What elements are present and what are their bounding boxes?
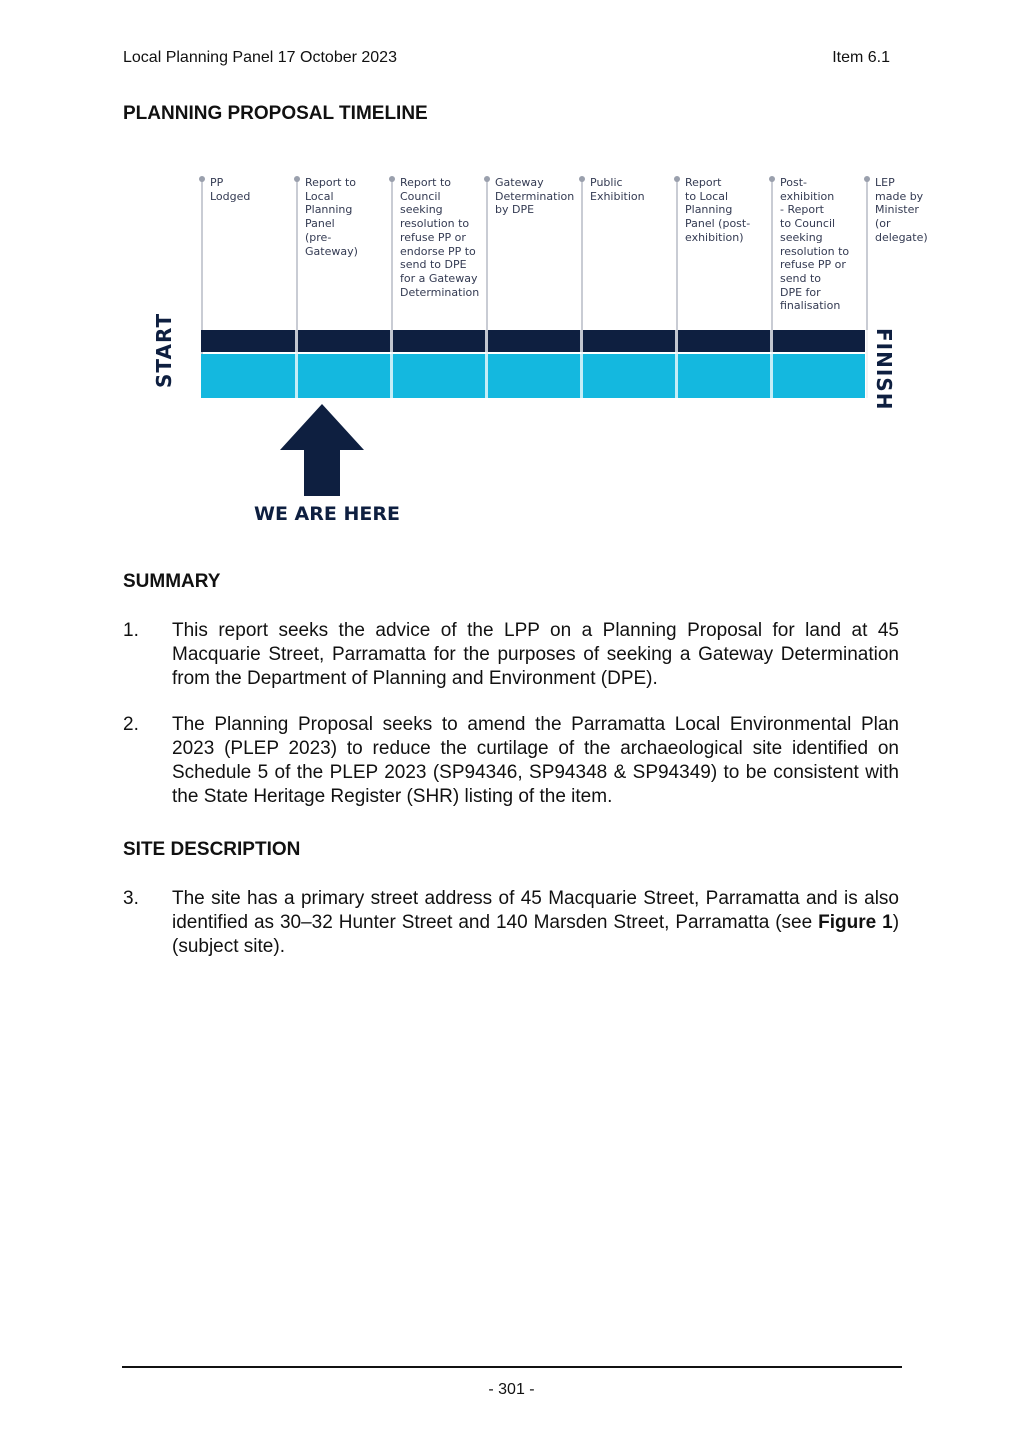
item-text-after: ) (subject site). xyxy=(172,912,900,957)
stage-label-line: refuse PP or xyxy=(780,258,846,272)
timeline-segment-divider xyxy=(770,330,773,398)
summary-title: SUMMARY xyxy=(123,571,221,592)
timeline-stage-label xyxy=(685,176,771,245)
item-text xyxy=(172,887,899,959)
we-are-here-label: WE ARE HERE xyxy=(254,503,400,525)
timeline-stage-label xyxy=(875,176,961,245)
stage-label-line: Lodged xyxy=(210,189,251,203)
stage-label-line: to Local xyxy=(685,189,729,203)
timeline-bar-dark xyxy=(201,330,865,352)
figure-reference: Figure 1 xyxy=(818,912,893,933)
page-number: - 301 - xyxy=(488,1381,535,1398)
stage-label-line: made by xyxy=(875,189,924,203)
stage-label-line: seeking xyxy=(400,203,443,217)
timeline-stage-label xyxy=(305,176,391,258)
stage-label-line: Exhibition xyxy=(590,189,645,203)
timeline-stage-label xyxy=(400,176,486,299)
stage-pin-head xyxy=(294,176,300,182)
summary-item-1 xyxy=(123,619,899,691)
stage-label-line: PP xyxy=(210,176,224,189)
stage-label-line: by DPE xyxy=(495,203,535,217)
footer-rule xyxy=(122,1366,902,1368)
stage-label-line: Determination xyxy=(495,189,575,203)
timeline-stage-label xyxy=(780,176,866,313)
stage-label-line: (or xyxy=(875,217,891,231)
stage-pin-head xyxy=(484,176,490,182)
stage-label-line: Minister xyxy=(875,203,919,217)
stage-label-line: resolution to xyxy=(780,244,850,258)
stage-label-line: seeking xyxy=(780,230,823,244)
stage-label-line: Report xyxy=(685,176,722,189)
stage-label-line: Post- xyxy=(780,176,807,189)
stage-pin-head xyxy=(389,176,395,182)
item-number: 1. xyxy=(123,620,139,641)
timeline-segment-divider xyxy=(295,330,298,398)
stage-label-line: Public xyxy=(590,176,623,189)
item-text: This report seeks the advice of the LPP on a Planning Proposal for land at 45 Macquarie Street, Parramatta for the purposes of seeking a Gateway Determination from the Department of Planning and Environment (DPE). xyxy=(172,620,899,689)
stage-label-line: (pre- xyxy=(305,230,332,244)
stage-label-line: - Report xyxy=(780,203,824,217)
stage-label-line: Panel (post- xyxy=(685,217,751,231)
site-description-item-3 xyxy=(123,887,899,959)
stage-label-line: Gateway) xyxy=(305,244,358,258)
timeline-title: PLANNING PROPOSAL TIMELINE xyxy=(123,103,428,124)
stage-label-line: Local xyxy=(305,189,334,203)
stage-label-line: refuse PP or xyxy=(400,230,466,244)
stage-label-line: finalisation xyxy=(780,299,841,313)
item-number: 2. xyxy=(123,714,139,735)
stage-label-line: exhibition) xyxy=(685,230,744,244)
timeline-segment-divider xyxy=(485,330,488,398)
timeline-stage-label xyxy=(495,176,581,217)
stage-label-line: Report to xyxy=(400,176,452,189)
stage-label-line: Planning xyxy=(685,203,733,217)
item-number: 3. xyxy=(123,888,139,909)
timeline-bar-cyan xyxy=(201,354,865,398)
timeline-stage-label xyxy=(210,176,296,203)
stage-label-line: to Council xyxy=(780,217,836,231)
planning-timeline xyxy=(0,160,1023,540)
summary-item-2 xyxy=(123,713,899,809)
site-description-title: SITE DESCRIPTION xyxy=(123,839,301,860)
finish-label: FINISH xyxy=(872,328,896,411)
stage-label-line: Gateway xyxy=(495,176,544,189)
timeline-stage-label xyxy=(590,176,676,203)
timeline-segment-divider xyxy=(580,330,583,398)
stage-label-line: Determination xyxy=(400,285,480,299)
stage-label-line: send to xyxy=(780,271,821,285)
stage-label-line: delegate) xyxy=(875,230,928,244)
stage-label-line: for a Gateway xyxy=(400,271,478,285)
timeline-segment-divider xyxy=(390,330,393,398)
stage-label-line: Council xyxy=(400,189,441,203)
stage-label-line: Panel xyxy=(305,217,335,231)
item-text: The Planning Proposal seeks to amend the Parramatta Local Environmental Plan 2023 (PLEP 2023) to reduce the curtilage of the archaeological site identified on Schedule 5 of the PLEP 2023 (SP94346, SP94348 & SP94349) to be consistent with the State Heritage Register (SHR) listing of the item. xyxy=(172,714,899,807)
stage-label-line: Planning xyxy=(305,203,353,217)
we-are-here-arrow-icon xyxy=(280,404,364,496)
stage-pin-head xyxy=(199,176,205,182)
header-meeting: Local Planning Panel 17 October 2023 xyxy=(123,49,397,66)
stage-label-line: Report to xyxy=(305,176,357,189)
stage-label-line: exhibition xyxy=(780,189,835,203)
stage-pin-head xyxy=(769,176,775,182)
stage-pin-head xyxy=(579,176,585,182)
stage-pin-head xyxy=(674,176,680,182)
stage-label-line: LEP xyxy=(875,176,895,189)
item-text-before: The site has a primary street address of 45 Macquarie Street, Parramatta and is also identified as 30–32 Hunter Street and 140 Marsden Street, Parramatta (see xyxy=(172,888,899,933)
header-item-number: Item 6.1 xyxy=(832,49,890,66)
stage-label-line: send to DPE xyxy=(400,258,467,272)
timeline-segment-divider xyxy=(675,330,678,398)
timeline-segment-divider xyxy=(865,330,868,398)
stage-label-line: resolution to xyxy=(400,217,470,231)
stage-label-line: DPE for xyxy=(780,285,821,299)
stage-label-line: endorse PP to xyxy=(400,244,476,258)
start-label: START xyxy=(152,312,176,388)
stage-pin-head xyxy=(864,176,870,182)
